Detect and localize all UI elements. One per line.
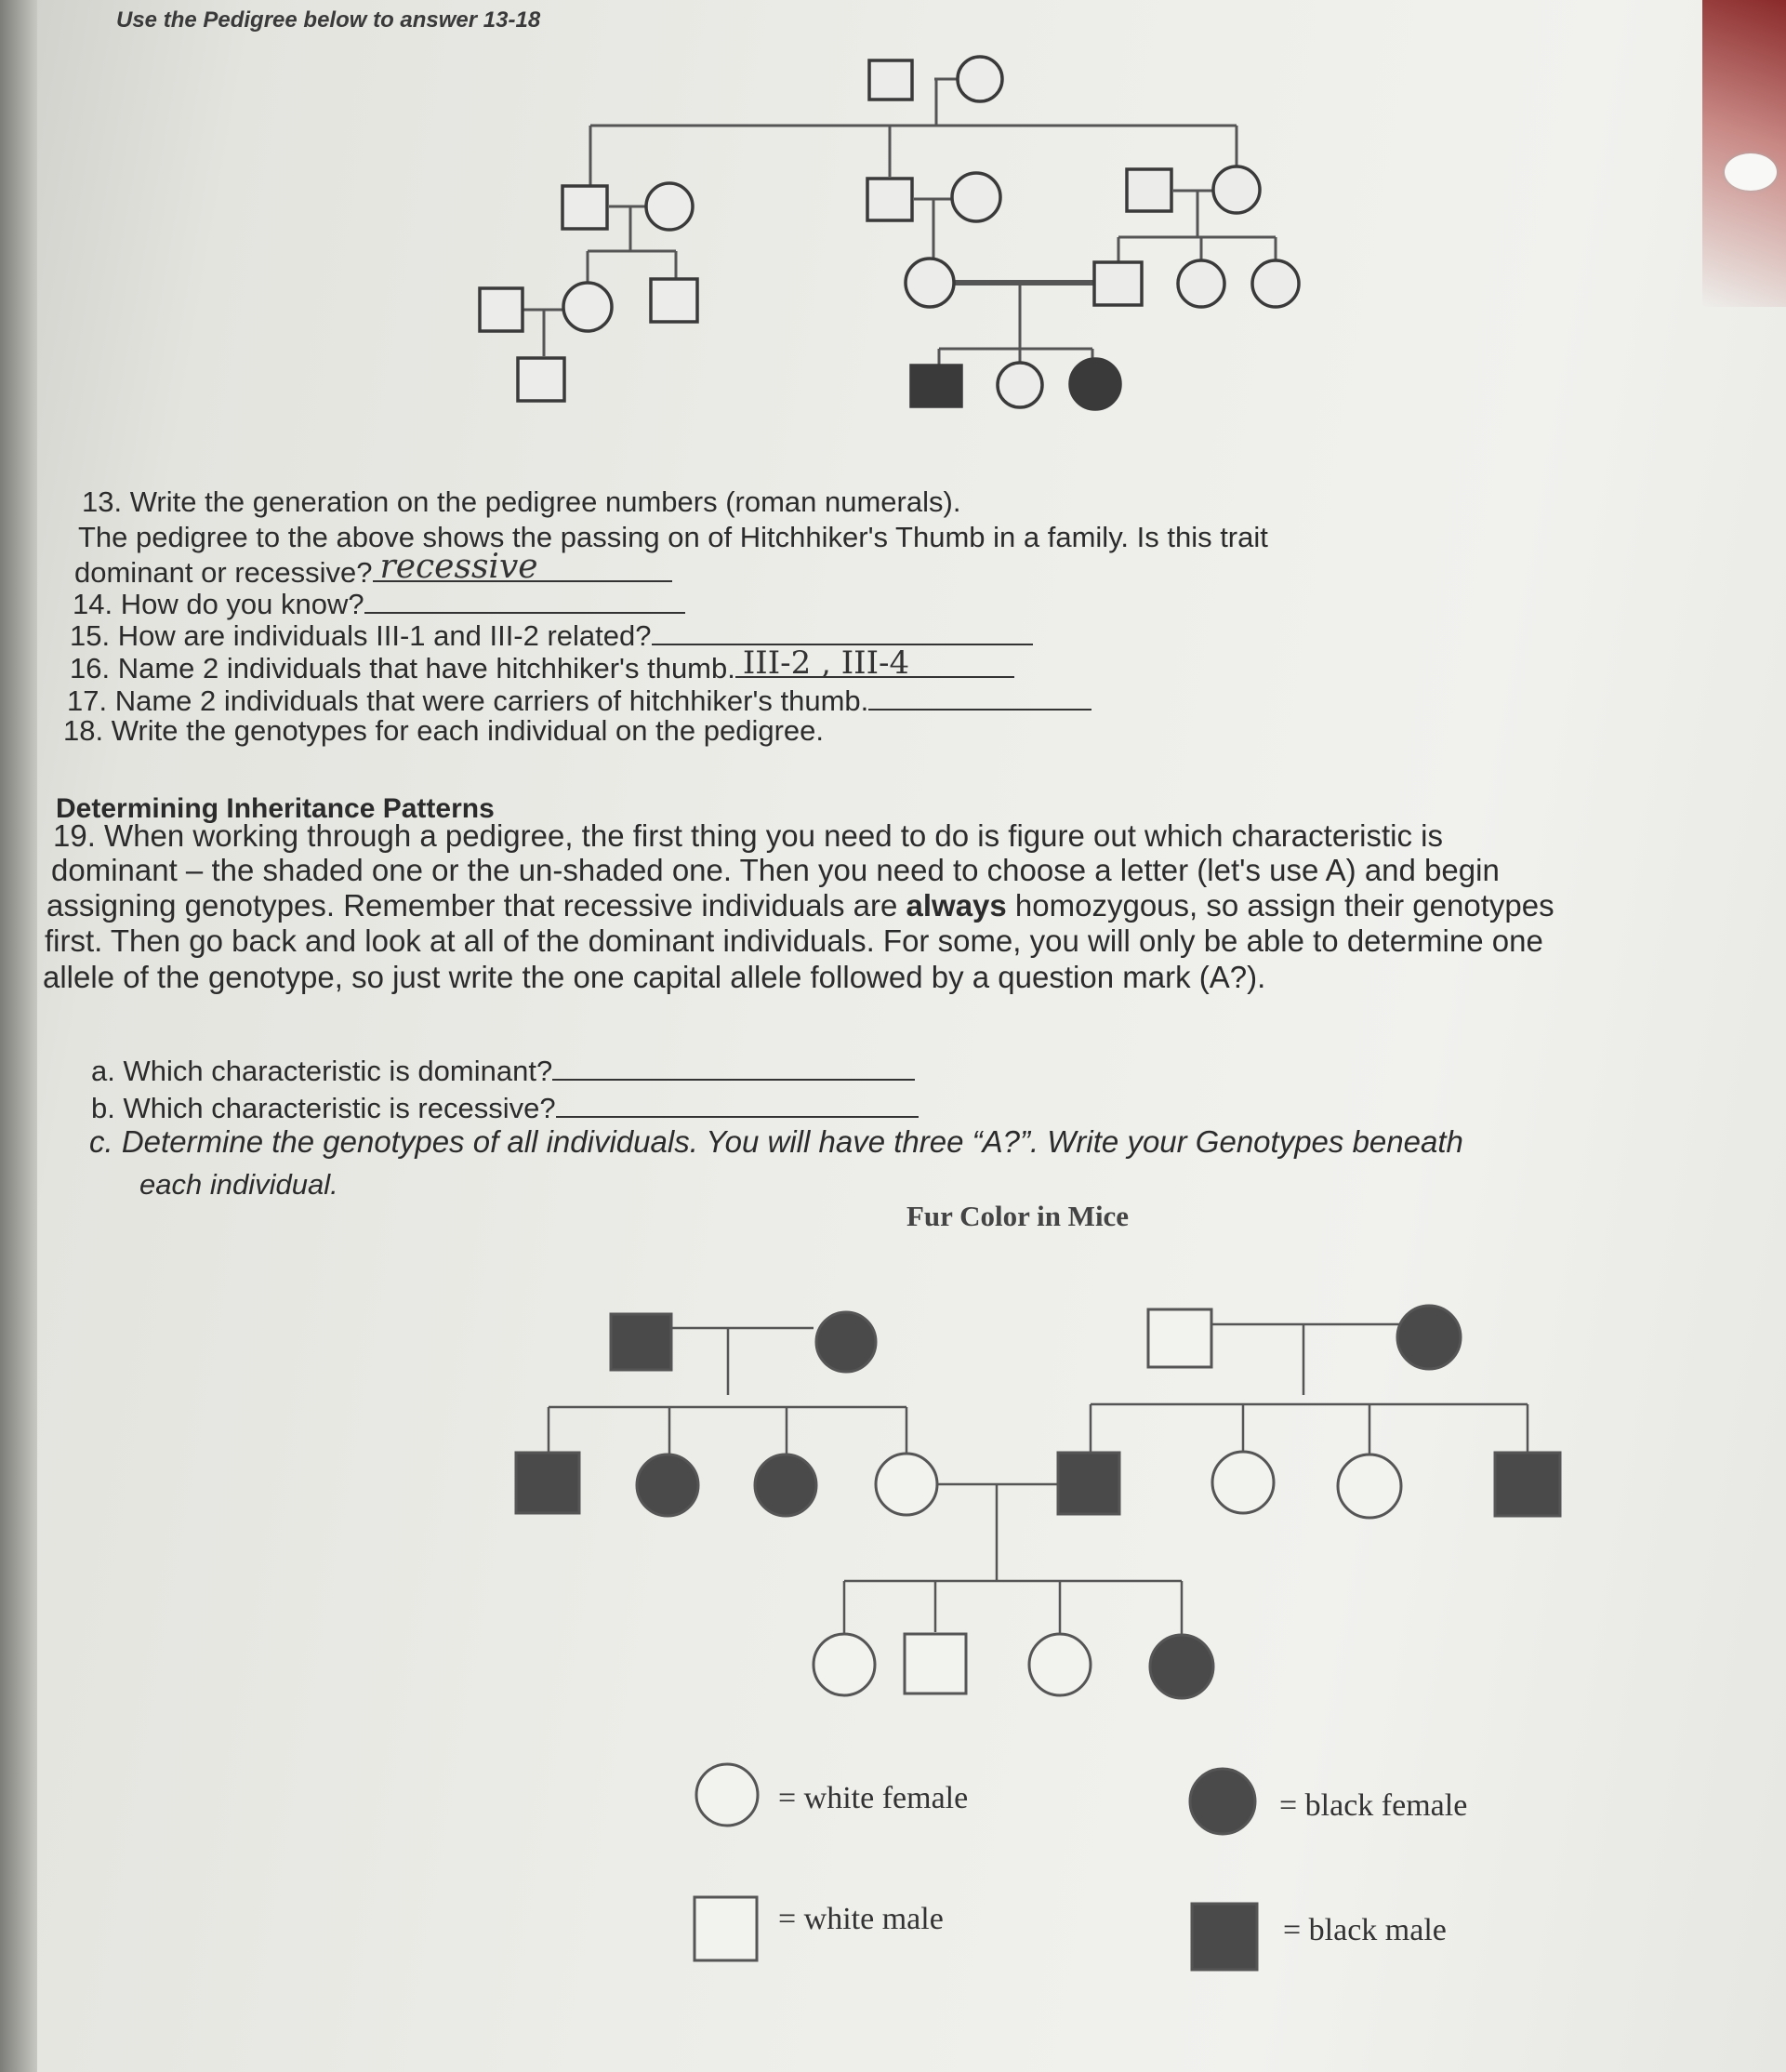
mouse-white-male [905,1634,966,1693]
question-a: a. Which characteristic is dominant? [91,1051,915,1088]
legend-white-male-icon [695,1897,757,1960]
mouse-black-male [516,1453,579,1513]
legend-black-male: = black male [1283,1913,1447,1947]
handwritten-answer-16: III-2 , III-4 [742,644,910,682]
mouse-black-female [1397,1306,1461,1369]
legend-black-female: = black female [1279,1788,1468,1823]
legend-white-female: = white female [778,1781,969,1815]
chart-title: Fur Color in Mice [906,1200,1130,1232]
mouse-black-female [1150,1635,1213,1698]
legend-black-female-icon [1190,1769,1255,1834]
question-18: 18. Write the genotypes for each individual on the pedigree. [63,714,825,747]
question-17: 17. Name 2 individuals that were carriers of hitchhiker's thumb. [67,681,1091,718]
mouse-white-male [1148,1309,1211,1367]
question-c: c. Determine the genotypes of all individuals. You will have three “A?”. Write your Genotypes beneath [89,1124,1463,1159]
paragraph-line-1: 19. When working through a pedigree, the first thing you need to do is figure out which characteristic is [53,818,1443,853]
question-16: 16. Name 2 individuals that have hitchhiker's thumb. III-2 , III-4 [70,648,1014,685]
question-14: 14. How do you know? [73,584,685,621]
legend-white-female-icon [696,1764,758,1826]
pedigree-instructions: Use the Pedigree below to answer 13-18 [116,7,541,33]
emphasis-always: always [906,888,1007,923]
question-13-trait: The pedigree to the above shows the passing on of Hitchhiker's Thumb in a family. Is this trait [78,521,1268,553]
mouse-white-female [876,1454,937,1515]
mouse-white-female [1338,1454,1401,1518]
mouse-black-male [611,1314,671,1370]
handwritten-answer-13: recessive [379,548,538,586]
paragraph-line-2: dominant – the shaded one or the un-shaded one. Then you need to choose a letter (let's use A) and begin [51,853,1500,887]
question-b: b. Which characteristic is recessive? [91,1088,919,1125]
question-c-line-2: each individual. [139,1168,338,1201]
paragraph-line-4: first. Then go back and look at all of the dominant individuals. For some, you will only be able to determine one [45,923,1543,958]
mouse-white-female [1212,1452,1274,1513]
question-13: 13. Write the generation on the pedigree numbers (roman numerals). [82,485,961,518]
mouse-black-male [1058,1453,1119,1514]
mouse-black-male [1495,1453,1560,1516]
mouse-white-female [1029,1634,1091,1695]
question-15: 15. How are individuals III-1 and III-2 related? [70,616,1033,653]
mouse-white-female [814,1634,875,1695]
legend-black-male-icon [1192,1904,1257,1970]
paragraph-line-3: assigning genotypes. Remember that recessive individuals are always homozygous, so assign their genotypes [46,888,1554,923]
question-13-dominant-recessive: dominant or recessive? recessive [74,552,672,590]
legend-white-male: = white male [778,1902,944,1936]
section-title: Determining Inheritance Patterns [56,793,495,824]
mouse-black-female [816,1312,876,1372]
mouse-black-female [755,1454,816,1516]
mouse-black-female [637,1454,698,1516]
paragraph-line-5: allele of the genotype, so just write the one capital allele followed by a question mark (A?). [43,960,1266,994]
